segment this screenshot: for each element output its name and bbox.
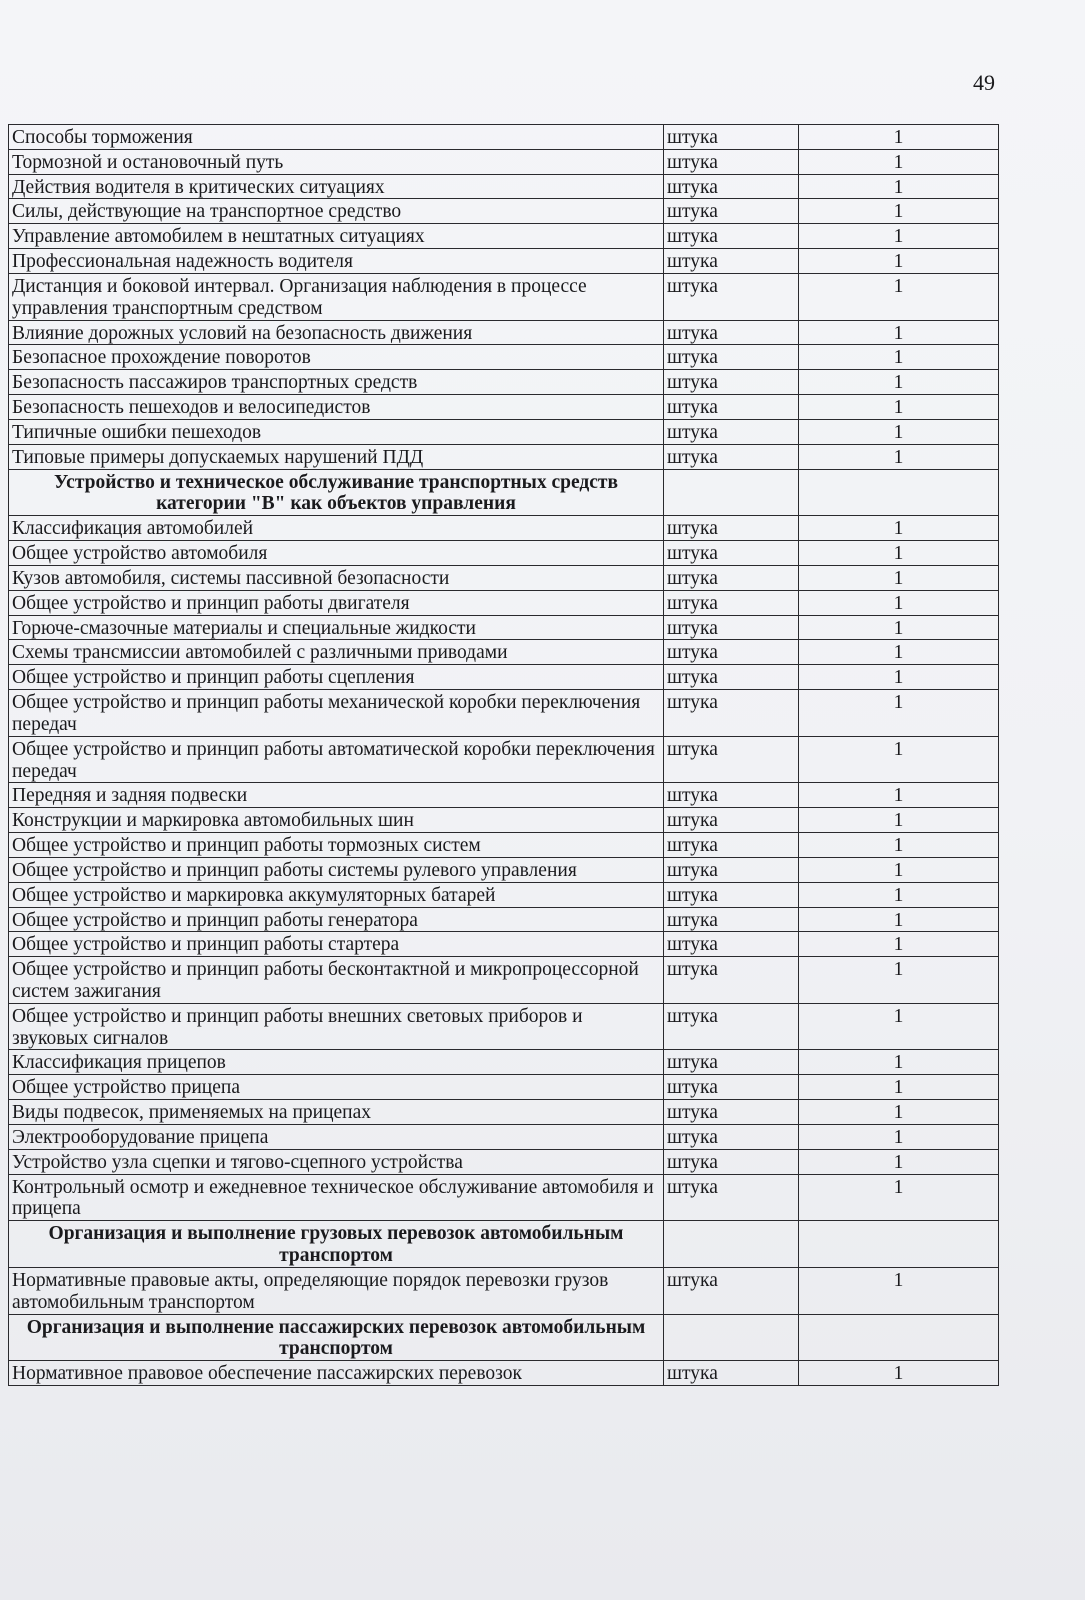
item-quantity: 1 — [799, 320, 999, 345]
item-quantity: 1 — [799, 1100, 999, 1125]
item-name: Контрольный осмотр и ежедневное техническое обслуживание автомобиля и прицепа — [9, 1174, 664, 1221]
section-header-row — [9, 469, 999, 516]
table-row — [9, 590, 999, 615]
table-row — [9, 882, 999, 907]
item-quantity: 1 — [799, 857, 999, 882]
section-unit-cell — [664, 1221, 799, 1268]
item-unit: штука — [664, 882, 799, 907]
item-quantity: 1 — [799, 1174, 999, 1221]
item-quantity: 1 — [799, 224, 999, 249]
item-quantity: 1 — [799, 640, 999, 665]
item-name: Общее устройство и принцип работы механической коробки переключения передач — [9, 690, 664, 737]
item-unit: штука — [664, 1003, 799, 1050]
item-quantity: 1 — [799, 395, 999, 420]
table-row — [9, 1361, 999, 1386]
item-unit: штука — [664, 640, 799, 665]
item-unit: штука — [664, 1361, 799, 1386]
table-row — [9, 345, 999, 370]
item-name: Конструкции и маркировка автомобильных шин — [9, 808, 664, 833]
item-quantity: 1 — [799, 419, 999, 444]
item-unit: штука — [664, 907, 799, 932]
section-unit-cell — [664, 469, 799, 516]
item-quantity: 1 — [799, 665, 999, 690]
item-unit: штука — [664, 783, 799, 808]
table-row — [9, 833, 999, 858]
item-quantity: 1 — [799, 273, 999, 320]
item-name: Влияние дорожных условий на безопасность движения — [9, 320, 664, 345]
table-row — [9, 783, 999, 808]
item-unit: штука — [664, 932, 799, 957]
item-unit: штука — [664, 736, 799, 783]
item-unit: штука — [664, 857, 799, 882]
table-row — [9, 615, 999, 640]
item-name: Способы торможения — [9, 125, 664, 150]
item-unit: штука — [664, 273, 799, 320]
section-title: Организация и выполнение грузовых перевозок автомобильным транспортом — [9, 1221, 664, 1268]
item-name: Общее устройство и принцип работы автоматической коробки переключения передач — [9, 736, 664, 783]
table-row — [9, 370, 999, 395]
item-quantity: 1 — [799, 125, 999, 150]
item-unit: штука — [664, 690, 799, 737]
item-quantity: 1 — [799, 833, 999, 858]
item-quantity: 1 — [799, 590, 999, 615]
item-unit: штука — [664, 419, 799, 444]
table-row — [9, 125, 999, 150]
item-unit: штука — [664, 541, 799, 566]
item-quantity: 1 — [799, 1075, 999, 1100]
item-quantity: 1 — [799, 565, 999, 590]
item-quantity: 1 — [799, 1267, 999, 1314]
item-quantity: 1 — [799, 541, 999, 566]
table-row — [9, 273, 999, 320]
item-quantity: 1 — [799, 907, 999, 932]
item-unit: штука — [664, 833, 799, 858]
table-row — [9, 1003, 999, 1050]
item-name: Нормативные правовые акты, определяющие порядок перевозки грузов автомобильным транспортом — [9, 1267, 664, 1314]
table-row — [9, 541, 999, 566]
item-name: Тормозной и остановочный путь — [9, 149, 664, 174]
item-unit: штука — [664, 249, 799, 274]
item-unit: штука — [664, 320, 799, 345]
item-name: Устройство узла сцепки и тягово-сцепного устройства — [9, 1149, 664, 1174]
item-quantity: 1 — [799, 1050, 999, 1075]
table-row — [9, 1100, 999, 1125]
item-unit: штука — [664, 516, 799, 541]
item-quantity: 1 — [799, 882, 999, 907]
item-quantity: 1 — [799, 1003, 999, 1050]
item-quantity: 1 — [799, 444, 999, 469]
table-row — [9, 419, 999, 444]
item-unit: штука — [664, 1174, 799, 1221]
item-quantity: 1 — [799, 615, 999, 640]
item-name: Нормативное правовое обеспечение пассажирских перевозок — [9, 1361, 664, 1386]
section-title: Устройство и техническое обслуживание транспортных средств категории "В" как объектов управления — [9, 469, 664, 516]
section-qty-cell — [799, 469, 999, 516]
table-row — [9, 174, 999, 199]
table-row — [9, 1174, 999, 1221]
item-name: Горюче-смазочные материалы и специальные жидкости — [9, 615, 664, 640]
item-unit: штука — [664, 957, 799, 1004]
item-name: Общее устройство и принцип работы сцепления — [9, 665, 664, 690]
item-name: Общее устройство и принцип работы стартера — [9, 932, 664, 957]
item-name: Классификация автомобилей — [9, 516, 664, 541]
table-row — [9, 444, 999, 469]
item-quantity: 1 — [799, 690, 999, 737]
item-name: Общее устройство и принцип работы двигателя — [9, 590, 664, 615]
item-quantity: 1 — [799, 370, 999, 395]
table-row — [9, 1149, 999, 1174]
item-unit: штука — [664, 395, 799, 420]
section-header-row — [9, 1314, 999, 1361]
item-unit: штука — [664, 149, 799, 174]
item-name: Общее устройство автомобиля — [9, 541, 664, 566]
item-name: Виды подвесок, применяемых на прицепах — [9, 1100, 664, 1125]
table-row — [9, 1267, 999, 1314]
item-quantity: 1 — [799, 249, 999, 274]
item-quantity: 1 — [799, 808, 999, 833]
item-name: Силы, действующие на транспортное средство — [9, 199, 664, 224]
item-unit: штука — [664, 345, 799, 370]
item-name: Действия водителя в критических ситуациях — [9, 174, 664, 199]
item-name: Общее устройство и принцип работы внешних световых приборов и звуковых сигналов — [9, 1003, 664, 1050]
table-row — [9, 736, 999, 783]
item-quantity: 1 — [799, 932, 999, 957]
item-unit: штука — [664, 1075, 799, 1100]
item-name: Общее устройство и маркировка аккумуляторных батарей — [9, 882, 664, 907]
item-unit: штука — [664, 615, 799, 640]
item-name: Классификация прицепов — [9, 1050, 664, 1075]
item-quantity: 1 — [799, 174, 999, 199]
item-unit: штука — [664, 444, 799, 469]
item-name: Общее устройство и принцип работы генератора — [9, 907, 664, 932]
item-name: Общее устройство и принцип работы бесконтактной и микропроцессорной систем зажигания — [9, 957, 664, 1004]
item-quantity: 1 — [799, 345, 999, 370]
item-unit: штука — [664, 808, 799, 833]
item-name: Профессиональная надежность водителя — [9, 249, 664, 274]
page-number: 49 — [973, 70, 995, 95]
item-name: Безопасное прохождение поворотов — [9, 345, 664, 370]
item-name: Типовые примеры допускаемых нарушений ПДД — [9, 444, 664, 469]
item-quantity: 1 — [799, 516, 999, 541]
item-quantity: 1 — [799, 199, 999, 224]
item-unit: штука — [664, 370, 799, 395]
table-row — [9, 395, 999, 420]
item-quantity: 1 — [799, 1361, 999, 1386]
item-name: Электрооборудование прицепа — [9, 1124, 664, 1149]
equipment-table-body — [9, 125, 999, 1386]
item-unit: штука — [664, 1149, 799, 1174]
table-row — [9, 808, 999, 833]
table-row — [9, 1075, 999, 1100]
table-row — [9, 1050, 999, 1075]
item-name: Безопасность пешеходов и велосипедистов — [9, 395, 664, 420]
item-quantity: 1 — [799, 149, 999, 174]
table-row — [9, 149, 999, 174]
table-row — [9, 857, 999, 882]
table-row — [9, 320, 999, 345]
item-unit: штука — [664, 1124, 799, 1149]
item-unit: штука — [664, 665, 799, 690]
table-row — [9, 199, 999, 224]
item-name: Дистанция и боковой интервал. Организация наблюдения в процессе управления транспортным средством — [9, 273, 664, 320]
item-unit: штука — [664, 1100, 799, 1125]
table-row — [9, 565, 999, 590]
table-row — [9, 932, 999, 957]
table-row — [9, 957, 999, 1004]
equipment-table — [8, 124, 999, 1386]
section-unit-cell — [664, 1314, 799, 1361]
item-quantity: 1 — [799, 1149, 999, 1174]
section-qty-cell — [799, 1314, 999, 1361]
table-row — [9, 224, 999, 249]
item-quantity: 1 — [799, 783, 999, 808]
table-row — [9, 907, 999, 932]
item-name: Кузов автомобиля, системы пассивной безопасности — [9, 565, 664, 590]
item-unit: штука — [664, 174, 799, 199]
item-unit: штука — [664, 590, 799, 615]
table-row — [9, 690, 999, 737]
section-qty-cell — [799, 1221, 999, 1268]
table-row — [9, 640, 999, 665]
item-name: Общее устройство и принцип работы тормозных систем — [9, 833, 664, 858]
item-unit: штука — [664, 1267, 799, 1314]
table-row — [9, 516, 999, 541]
table-row — [9, 1124, 999, 1149]
item-quantity: 1 — [799, 957, 999, 1004]
section-title: Организация и выполнение пассажирских перевозок автомобильным транспортом — [9, 1314, 664, 1361]
item-name: Схемы трансмиссии автомобилей с различными приводами — [9, 640, 664, 665]
item-name: Передняя и задняя подвески — [9, 783, 664, 808]
item-unit: штука — [664, 125, 799, 150]
item-unit: штука — [664, 224, 799, 249]
table-row — [9, 665, 999, 690]
item-unit: штука — [664, 1050, 799, 1075]
section-header-row — [9, 1221, 999, 1268]
item-quantity: 1 — [799, 1124, 999, 1149]
item-name: Типичные ошибки пешеходов — [9, 419, 664, 444]
item-name: Безопасность пассажиров транспортных средств — [9, 370, 664, 395]
item-unit: штука — [664, 565, 799, 590]
item-unit: штука — [664, 199, 799, 224]
item-name: Общее устройство прицепа — [9, 1075, 664, 1100]
item-name: Общее устройство и принцип работы системы рулевого управления — [9, 857, 664, 882]
item-quantity: 1 — [799, 736, 999, 783]
table-row — [9, 249, 999, 274]
item-name: Управление автомобилем в нештатных ситуациях — [9, 224, 664, 249]
